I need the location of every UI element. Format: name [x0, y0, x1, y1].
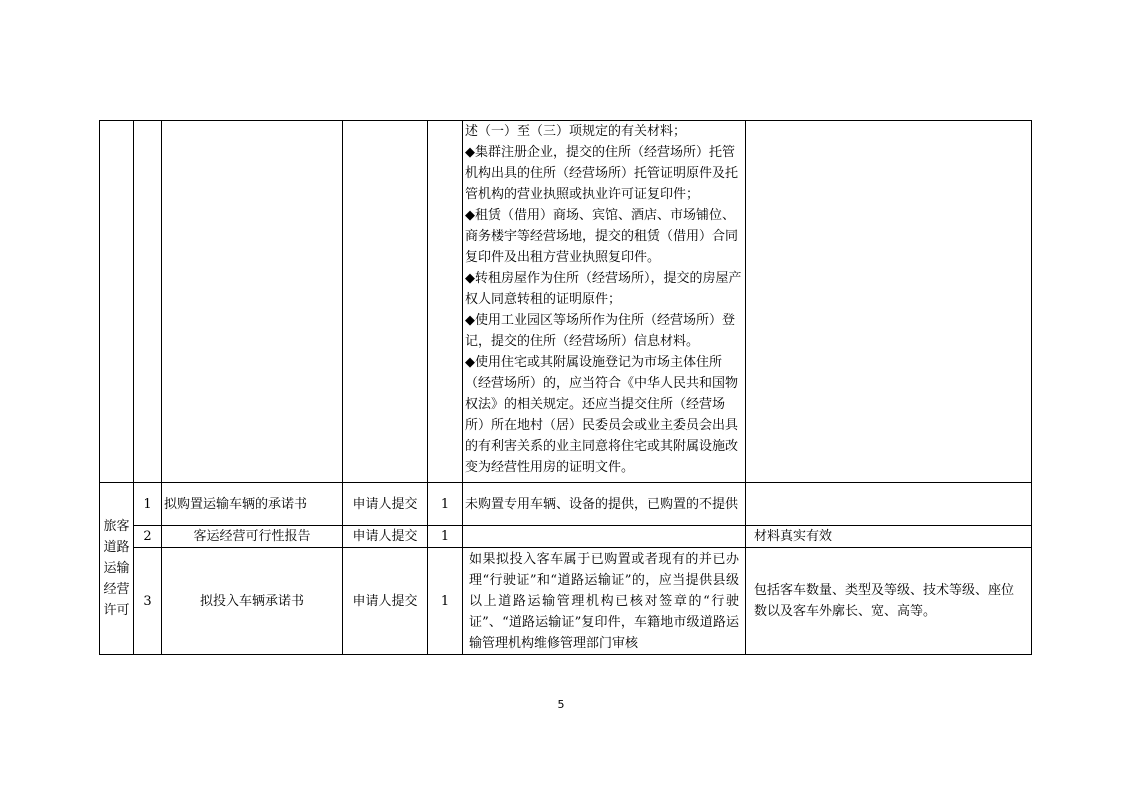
row-copies: 1	[428, 483, 463, 526]
continuation-category-cell	[100, 121, 134, 483]
row-requirements: 如果拟投入客车属于已购置或者现有的并已办理“行驶证”和“道路运输证”的，应当提供县级以上道路运输管理机构已核对签章的“行驶证”、“道路运输证”复印件，车籍地市级道路运输管理机构维修管理部门审核	[463, 548, 746, 655]
category-cell: 旅客 道路 运输 经营 许可	[100, 483, 134, 655]
row-index: 2	[134, 526, 162, 548]
continuation-index-cell	[134, 121, 162, 483]
row-material: 拟购置运输车辆的承诺书	[162, 483, 343, 526]
page-number: 5	[557, 698, 565, 711]
row-copies: 1	[428, 548, 463, 655]
continuation-notes-cell	[746, 121, 1032, 483]
continuation-copies-cell	[428, 121, 463, 483]
row-source: 申请人提交	[343, 483, 428, 526]
row-material: 拟投入车辆承诺书	[162, 548, 343, 655]
row-notes: 包括客车数量、类型及等级、技术等级、座位数以及客车外廓长、宽、高等。	[746, 548, 1032, 655]
table-row	[100, 526, 1032, 548]
continuation-row	[100, 121, 1032, 483]
continuation-material-cell	[162, 121, 343, 483]
continuation-source-cell	[343, 121, 428, 483]
table-row	[100, 483, 1032, 526]
table-row	[100, 548, 1032, 655]
row-index: 1	[134, 483, 162, 526]
row-source: 申请人提交	[343, 548, 428, 655]
row-source: 申请人提交	[343, 526, 428, 548]
row-material: 客运经营可行性报告	[162, 526, 343, 548]
row-requirements: 未购置专用车辆、设备的提供，已购置的不提供	[463, 483, 746, 526]
materials-table	[99, 120, 1032, 655]
row-copies: 1	[428, 526, 463, 548]
row-index: 3	[134, 548, 162, 655]
row-notes	[746, 483, 1032, 526]
continuation-requirements-cell: 述（一）至（三）项规定的有关材料； ◆集群注册企业，提交的住所（经营场所）托管机构出具的住所（经营场所）托管证明原件及托管机构的营业执照或执业许可证复印件； ◆租赁（借用）商场、宾馆、酒店、市场铺位、商务楼宇等经营场地，提交的租赁（借用）合同复印件及出租方营业执照复印件。 ◆转租房屋作为住所（经营场所），提交的房屋产权人同意转租的证明原件； ◆使用工业园区等场所作为住所（经营场所）登记，提交的住所（经营场所）信息材料。 ◆使用住宅或其附属设施登记为市场主体住所（经营场所）的，应当符合《中华人民共和国物权法》的相关规定。还应当提交住所（经营场所）所在地村（居）民委员会或业主委员会出具的有利害关系的业主同意将住宅或其附属设施改变为经营性用房的证明文件。	[463, 121, 746, 483]
row-requirements	[463, 526, 746, 548]
row-notes: 材料真实有效	[746, 526, 1032, 548]
